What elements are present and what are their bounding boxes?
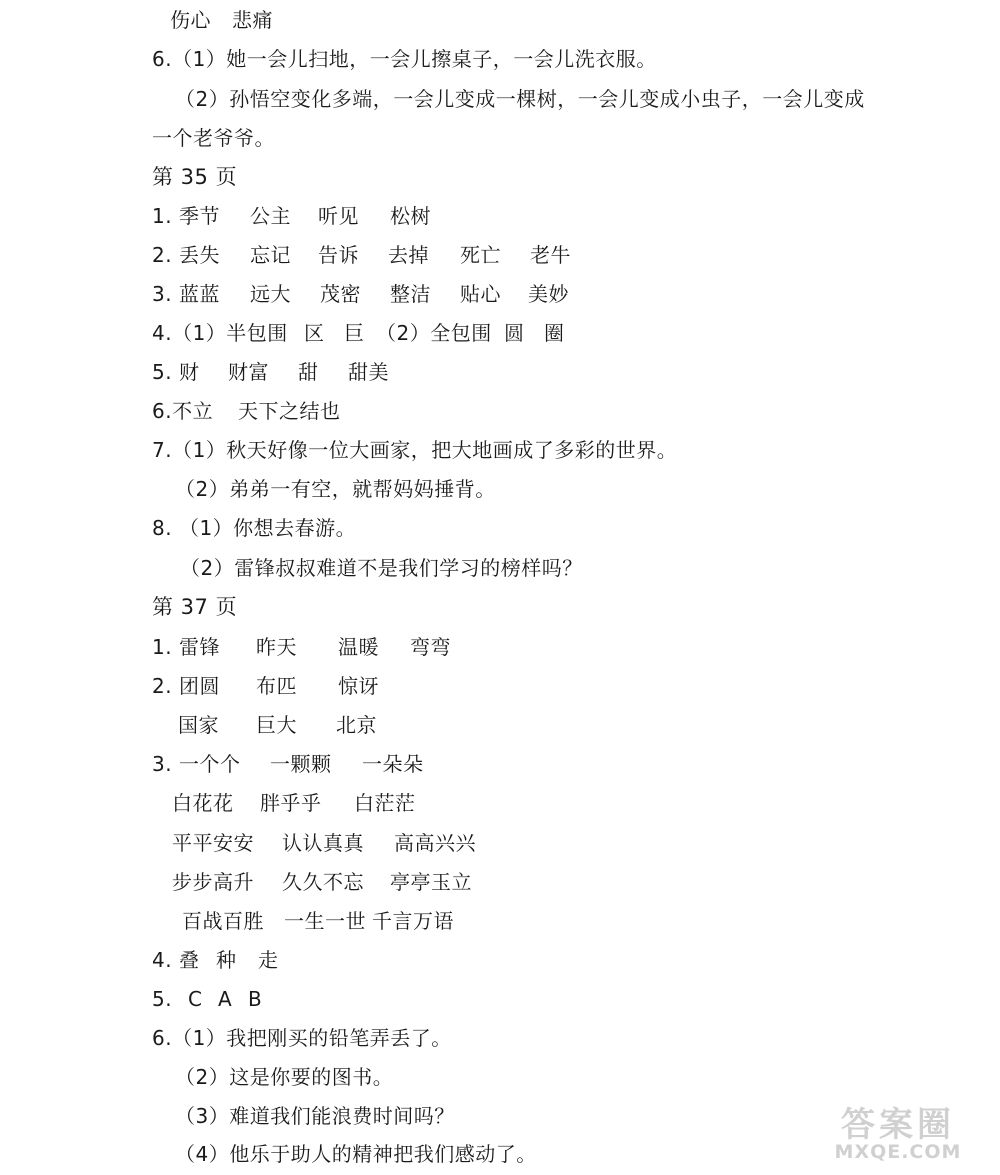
text-line [152,982,262,1016]
text-line [152,511,356,545]
text-line [175,82,865,116]
heading-text: 第 35 页 [152,165,238,189]
answer-item: 白花花 [172,791,234,815]
text-line [152,394,341,428]
answer-item: 久久不忘 [282,870,364,894]
watermark-url: MXQE.COM [834,1141,962,1163]
answer-item: 松树 [390,204,431,228]
sentence: （2）孙悟空变化多端，一会儿变成一棵树，一会儿变成小虫子，一会儿变成 [175,87,865,111]
answer-item: 6.不立 [152,399,214,423]
text-line [175,1060,393,1094]
text-line [172,786,416,820]
answer-item: 4. 叠 [152,948,200,972]
text-line [172,865,472,899]
answer-item: 5. 财 [152,360,200,384]
answer-item: 伤心 [170,8,211,32]
answer-item: 美妙 [528,282,569,306]
answer-item: 走 [258,948,279,972]
sentence: 8. （1）你想去春游。 [152,516,357,540]
answer-item: 天下之结也 [238,399,341,423]
answer-item: 5. [152,987,173,1011]
text-line [152,238,571,272]
answer-item: 一生一世 [284,909,366,933]
text-line [152,433,677,467]
answer-item: 惊讶 [338,674,379,698]
answer-item: 茂密 [320,282,361,306]
answer-item: 1. 雷锋 [152,635,220,659]
text-line [152,199,431,233]
text-line [152,747,424,781]
site-watermark [808,1097,988,1167]
answer-item: 巨大 [256,713,297,737]
answer-item: 高高兴兴 [394,831,476,855]
answer-item: 区 [304,321,325,345]
text-line [172,826,476,860]
answer-item: 告诉 [318,243,359,267]
watermark-logo-text: 答案圈 [841,1105,955,1145]
answer-item: 贴心 [460,282,501,306]
answer-item: 1. 季节 [152,204,220,228]
answer-item: 2. 团圆 [152,674,220,698]
answer-item: 远大 [250,282,291,306]
answer-item: 财富 [228,360,269,384]
answer-item: 老牛 [530,243,571,267]
answer-item: 3. 一个个 [152,752,241,776]
sentence: 6.（1）我把刚买的铅笔弄丢了。 [152,1026,452,1050]
answer-item: 圈 [544,321,565,345]
text-line [152,669,379,703]
answer-item: 布匹 [256,674,297,698]
text-line [178,708,377,742]
sentence: （2）雷锋叔叔难道不是我们学习的榜样吗？ [180,556,583,580]
answer-item: 去掉 [388,243,429,267]
answer-item: 认认真真 [282,831,364,855]
answer-item: C [188,987,203,1011]
answer-item: 温暖 [338,635,379,659]
answer-item: 国家 [178,713,219,737]
text-line [152,42,657,76]
answer-item: 亭亭玉立 [390,870,472,894]
text-line [180,551,583,585]
answer-item: 一颗颗 [270,752,332,776]
sentence: 7.（1）秋天好像一位大画家，把大地画成了多彩的世界。 [152,438,678,462]
text-line [170,3,273,37]
answer-item: 整洁 [390,282,431,306]
answer-item: 千言万语 [372,909,454,933]
answer-item: 百战百胜 [182,909,264,933]
answer-item: 听见 [318,204,359,228]
answer-item: （2）全包围 [376,321,492,345]
answer-item: B [248,987,263,1011]
sentence: 一个老爷爷。 [152,126,275,150]
answer-item: 平平安安 [172,831,254,855]
text-line [152,316,565,350]
text-line [182,904,454,938]
answer-item: A [218,987,233,1011]
text-line [175,1137,537,1171]
answer-item: 北京 [336,713,377,737]
text-line [152,1021,452,1055]
answer-item: 2. 丢失 [152,243,220,267]
answer-item: 忘记 [250,243,291,267]
answer-item: 3. 蓝蓝 [152,282,220,306]
sentence: （2）弟弟一有空，就帮妈妈捶背。 [175,477,496,501]
text-line [152,943,279,977]
text-line [152,277,569,311]
answer-item: 公主 [250,204,291,228]
sentence: 6.（1）她一会儿扫地，一会儿擦桌子，一会儿洗衣服。 [152,47,657,71]
answer-item: 圆 [504,321,525,345]
sentence: （3）难道我们能浪费时间吗？ [175,1104,455,1128]
answer-item: 巨 [344,321,365,345]
answer-item: 弯弯 [410,635,451,659]
answer-item: 一朵朵 [362,752,424,776]
text-line [175,472,496,506]
page-heading [152,160,237,194]
page-heading [152,590,237,624]
text-line [152,630,451,664]
answer-item: 甜美 [348,360,389,384]
answer-item: 昨天 [256,635,297,659]
answer-item: 白茫茫 [354,791,416,815]
text-line [152,121,275,155]
answer-item: 死亡 [460,243,501,267]
sentence: （2）这是你要的图书。 [175,1065,394,1089]
heading-text: 第 37 页 [152,595,238,619]
text-line [175,1099,455,1133]
text-line [152,355,389,389]
sentence: （4）他乐于助人的精神把我们感动了。 [175,1142,537,1166]
answer-item: 胖乎乎 [260,791,322,815]
answer-item: 步步高升 [172,870,254,894]
answer-item: 4.（1）半包围 [152,321,288,345]
answer-item: 甜 [298,360,319,384]
answer-item: 种 [216,948,237,972]
answer-item: 悲痛 [232,8,273,32]
